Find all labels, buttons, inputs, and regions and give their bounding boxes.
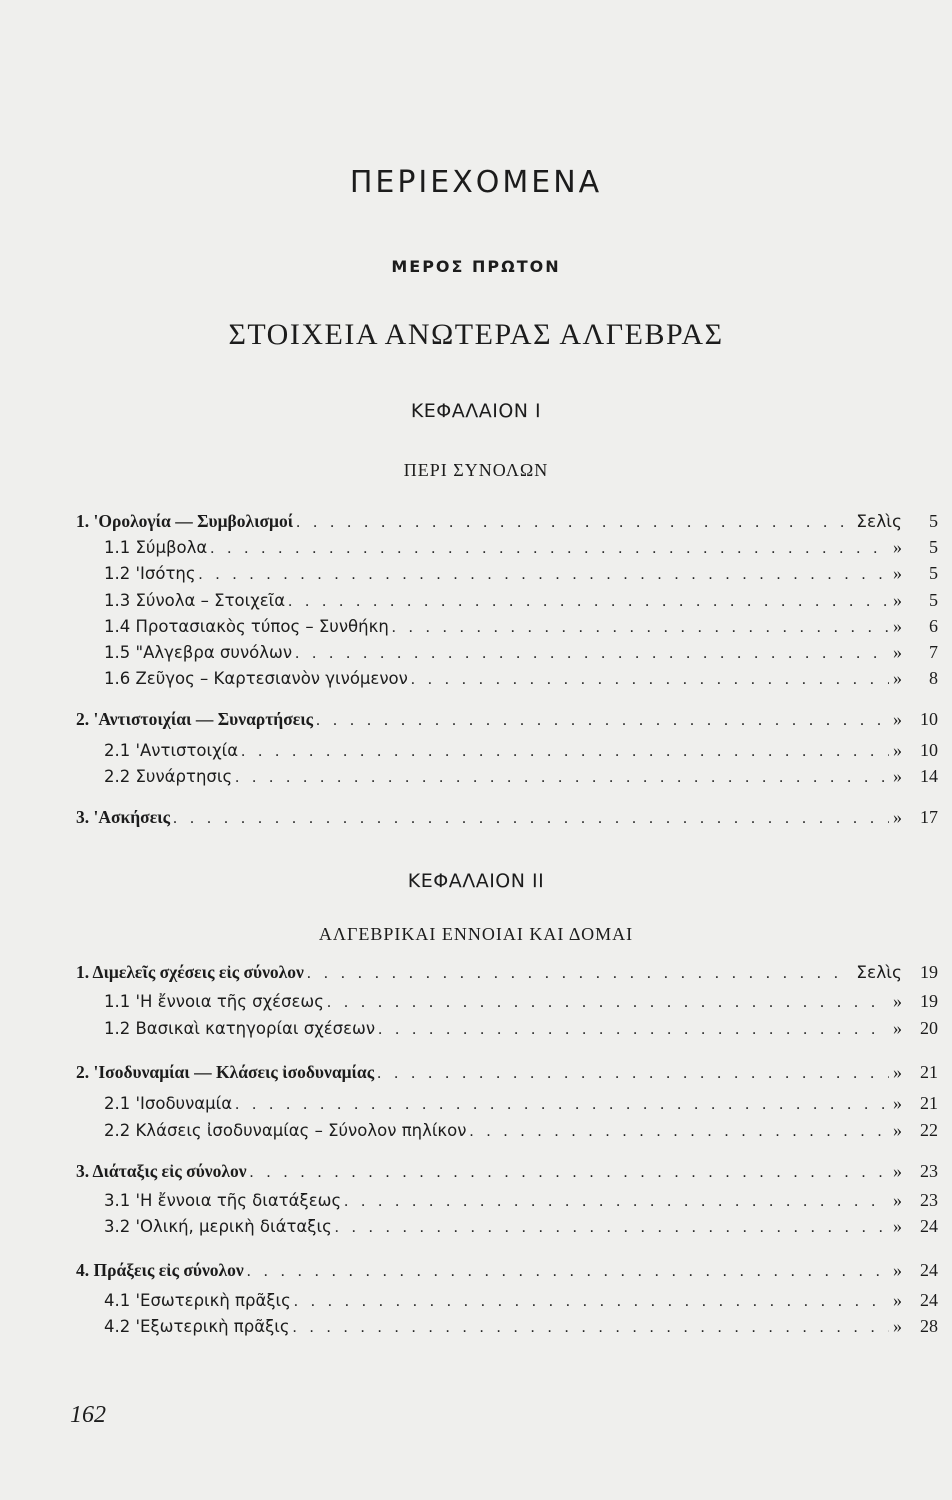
toc-row [76, 642, 938, 668]
toc-entry-label: 2. 'Αντιστοιχίαι — Συναρτήσεις [76, 709, 314, 729]
toc-row [76, 1018, 938, 1044]
toc-entry-label: 4.2 'Εξωτερικὴ πρᾶξις [104, 1317, 290, 1336]
toc-row [76, 511, 938, 537]
page-prefix: » [893, 740, 902, 760]
part-title: ΜΕΡΟΣ ΠΡΩΤΟΝ [391, 257, 561, 276]
page-prefix: » [893, 563, 902, 583]
toc-row [76, 807, 938, 833]
leader-dots [285, 593, 889, 611]
toc-entry-page: 24 [920, 1290, 938, 1310]
toc-entry-page: 24 [920, 1260, 938, 1280]
toc-entry-page: 5 [929, 511, 938, 531]
leader-dots [238, 743, 889, 761]
toc-row [76, 962, 938, 988]
toc-row [76, 991, 938, 1017]
toc-row [76, 1062, 938, 1088]
leader-dots [232, 1096, 889, 1114]
leader-dots [304, 965, 852, 983]
leader-dots [313, 712, 889, 730]
page-prefix: » [893, 668, 902, 688]
toc-entry-page: 22 [920, 1120, 938, 1140]
toc-entry-page: 10 [920, 709, 938, 729]
toc-entry-label: 1.2 Βασικαὶ κατηγορίαι σχέσεων [104, 1019, 376, 1038]
leader-dots [375, 1021, 889, 1039]
toc-entry-label: 1.6 Ζεῦγος – Καρτεσιανὸν γινόμενον [104, 669, 408, 688]
toc-entry-label: 1.3 Σύνολα – Στοιχεῖα [104, 591, 286, 610]
toc-row [76, 1260, 938, 1286]
toc-entry-label: 1. 'Ορολογία — Συμβολισμοί [76, 511, 294, 531]
chapter-1-subject: ΠΕΡΙ ΣΥΝΟΛΩΝ [403, 460, 549, 480]
toc-entry-label: 2.1 'Αντιστοιχία [104, 741, 239, 760]
chapter-1-label: ΚΕΦΑΛΑΙΟΝ Ι [410, 400, 542, 422]
toc-entry-label: 2. 'Ισοδυναμίαι — Κλάσεις ἰσοδυναμίας [76, 1062, 375, 1082]
page-prefix: » [893, 807, 902, 827]
toc-entry-page: 24 [920, 1216, 938, 1236]
toc-row [76, 740, 938, 766]
leader-dots [290, 1319, 889, 1337]
page-prefix: » [893, 642, 902, 662]
leader-dots [292, 645, 889, 663]
toc-entry-label: 2.1 'Ισοδυναμία [104, 1094, 233, 1113]
page-prefix: » [893, 1018, 902, 1038]
page-prefix: » [893, 1161, 902, 1181]
toc-entry-label: 2.2 Συνάρτησις [104, 767, 233, 786]
toc-entry-label: 2.2 Κλάσεις ἰσοδυναμίας – Σύνολον πηλίκον [104, 1121, 467, 1140]
toc-entry-page: 8 [929, 668, 938, 688]
toc-row [76, 537, 938, 563]
toc-entry-label: 1.2 'Ισότης [104, 564, 196, 583]
toc-entry-page: 23 [920, 1161, 938, 1181]
toc-entry-page: 21 [920, 1062, 938, 1082]
leader-dots [247, 1164, 889, 1182]
page-prefix: » [893, 1120, 902, 1140]
toc-entry-page: 17 [920, 807, 938, 827]
leader-dots [466, 1123, 889, 1141]
toc-entry-page: 5 [929, 563, 938, 583]
leader-dots [232, 769, 889, 787]
leader-dots [341, 1193, 889, 1211]
page-prefix: » [893, 1062, 902, 1082]
page-prefix: » [893, 709, 902, 729]
toc-entry-label: 3.1 'Η ἔννοια τῆς διατάξεως [104, 1191, 342, 1210]
toc-entry-page: 6 [929, 616, 938, 636]
page-prefix: » [893, 590, 902, 610]
toc-entry-page: 21 [920, 1093, 938, 1113]
book-title: ΣΤΟΙΧΕΙΑ ΑΝΩΤΕΡΑΣ ΑΛΓΕΒΡΑΣ [228, 318, 724, 351]
page-prefix: » [893, 1190, 902, 1210]
leader-dots [324, 994, 889, 1012]
toc-entry-page: 5 [929, 590, 938, 610]
page-prefix: » [893, 991, 902, 1011]
toc-entry-label: 1.5 "Αλγεβρα συνόλων [104, 643, 293, 662]
toc-entry-label: 3. Διάταξις εἰς σύνολον [76, 1161, 247, 1181]
toc-entry-page: 19 [920, 962, 938, 982]
toc-entry-page: 23 [920, 1190, 938, 1210]
toc-entry-page: 19 [920, 991, 938, 1011]
toc-entry-label: 1. Διμελεῖς σχέσεις εἰς σύνολον [76, 962, 304, 982]
toc-row [76, 709, 938, 735]
leader-dots [291, 1293, 889, 1311]
toc-row [76, 1190, 938, 1216]
page-prefix: » [893, 1260, 902, 1280]
toc-entry-label: 1.1 Σύμβολα [104, 538, 208, 557]
leader-dots [170, 810, 889, 828]
page-prefix: » [893, 1093, 902, 1113]
toc-entry-label: 4. Πράξεις εἰς σύνολον [76, 1260, 244, 1280]
leader-dots [374, 1065, 889, 1083]
page-prefix: » [893, 616, 902, 636]
chapter-2-subject: ΑΛΓΕΒΡΙΚΑΙ ΕΝΝΟΙΑΙ ΚΑΙ ΔΟΜΑΙ [318, 924, 634, 944]
page-number: 162 [70, 1402, 106, 1428]
toc-row [76, 1316, 938, 1342]
toc-row [76, 1120, 938, 1146]
page-prefix: Σελὶς [856, 963, 902, 983]
leader-dots [408, 671, 889, 689]
toc-entry-label: 3. 'Ασκήσεις [76, 807, 170, 827]
leader-dots [389, 619, 889, 637]
page-prefix: » [893, 537, 902, 557]
toc-entry-label: 1.1 'Η ἔννοια τῆς σχέσεως [104, 992, 324, 1011]
page-title: ΠΕΡΙΕΧΟΜΕΝΑ [349, 165, 603, 200]
toc-entry-page: 14 [920, 766, 938, 786]
toc-entry-label: 4.1 'Εσωτερικὴ πρᾶξις [104, 1291, 291, 1310]
toc-row [76, 590, 938, 616]
toc-entry-page: 28 [920, 1316, 938, 1336]
leader-dots [196, 566, 889, 584]
toc-row [76, 766, 938, 792]
toc-row [76, 668, 938, 694]
page-prefix: » [893, 1216, 902, 1236]
page-prefix: Σελὶς [856, 512, 902, 532]
toc-entry-page: 20 [920, 1018, 938, 1038]
leader-dots [207, 540, 889, 558]
toc-row [76, 616, 938, 642]
leader-dots [332, 1219, 889, 1237]
page-prefix: » [893, 1316, 902, 1336]
toc-entry-page: 7 [929, 642, 938, 662]
page-prefix: » [893, 1290, 902, 1310]
toc-entry-page: 10 [920, 740, 938, 760]
chapter-2-label: ΚΕΦΑΛΑΙΟΝ ΙΙ [407, 870, 545, 892]
toc-entry-label: 3.2 'Ολική, μερικὴ διάταξις [104, 1217, 332, 1236]
leader-dots [244, 1263, 889, 1281]
toc-row [76, 1290, 938, 1316]
toc-entry-label: 1.4 Προτασιακὸς τύπος – Συνθήκη [104, 617, 389, 636]
toc-row [76, 1216, 938, 1242]
toc-row [76, 1161, 938, 1187]
leader-dots [293, 514, 852, 532]
page-prefix: » [893, 766, 902, 786]
toc-entry-page: 5 [929, 537, 938, 557]
toc-row [76, 563, 938, 589]
toc-row [76, 1093, 938, 1119]
